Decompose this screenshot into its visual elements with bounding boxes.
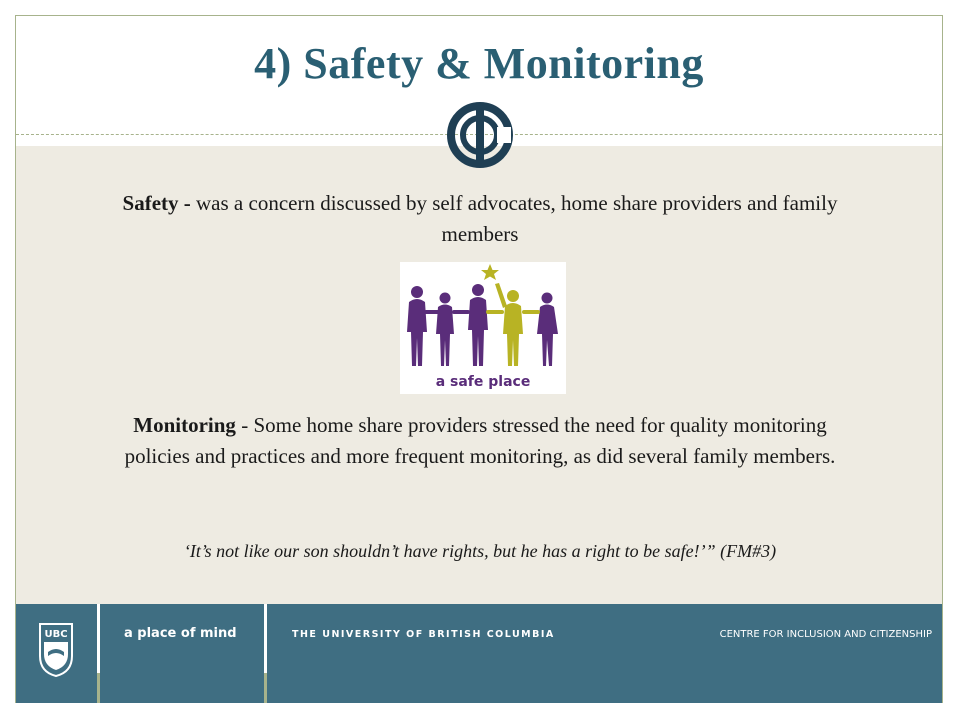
safe-place-caption: a safe place <box>435 374 531 390</box>
monitoring-text: Some home share providers stressed the need for quality monitoring policies and practices and more frequent monitoring, as did several family members. <box>124 413 836 468</box>
slide-title: 4) Safety & Monitoring <box>254 39 704 88</box>
ubc-crest-text: UBC <box>44 629 68 640</box>
footer-accent <box>264 673 267 703</box>
safety-dash: - <box>178 191 197 215</box>
ubc-footer <box>16 604 942 703</box>
safety-label: Safety <box>122 191 179 215</box>
footer-university-name: THE UNIVERSITY OF BRITISH COLUMBIA <box>292 629 555 640</box>
safe-place-image <box>400 262 566 394</box>
monitoring-paragraph <box>100 410 860 472</box>
safety-paragraph <box>100 188 860 250</box>
safety-text: was a concern discussed by self advocates, home share providers and family members <box>196 191 838 246</box>
ubc-crest-icon <box>38 622 74 678</box>
people-holding-hands-icon <box>400 262 566 372</box>
cic-logo-icon <box>445 100 515 170</box>
footer-accent <box>97 673 100 703</box>
family-member-quote: ‘It’s not like our son shouldn’t have rights, but he has a right to be safe!’” (FM#3) <box>183 541 777 561</box>
footer-centre-name: CENTRE FOR INCLUSION AND CITIZENSHIP <box>719 629 932 640</box>
monitoring-dash: - <box>235 413 254 437</box>
monitoring-label: Monitoring <box>133 413 236 437</box>
footer-tagline: a place of mind <box>124 626 237 641</box>
